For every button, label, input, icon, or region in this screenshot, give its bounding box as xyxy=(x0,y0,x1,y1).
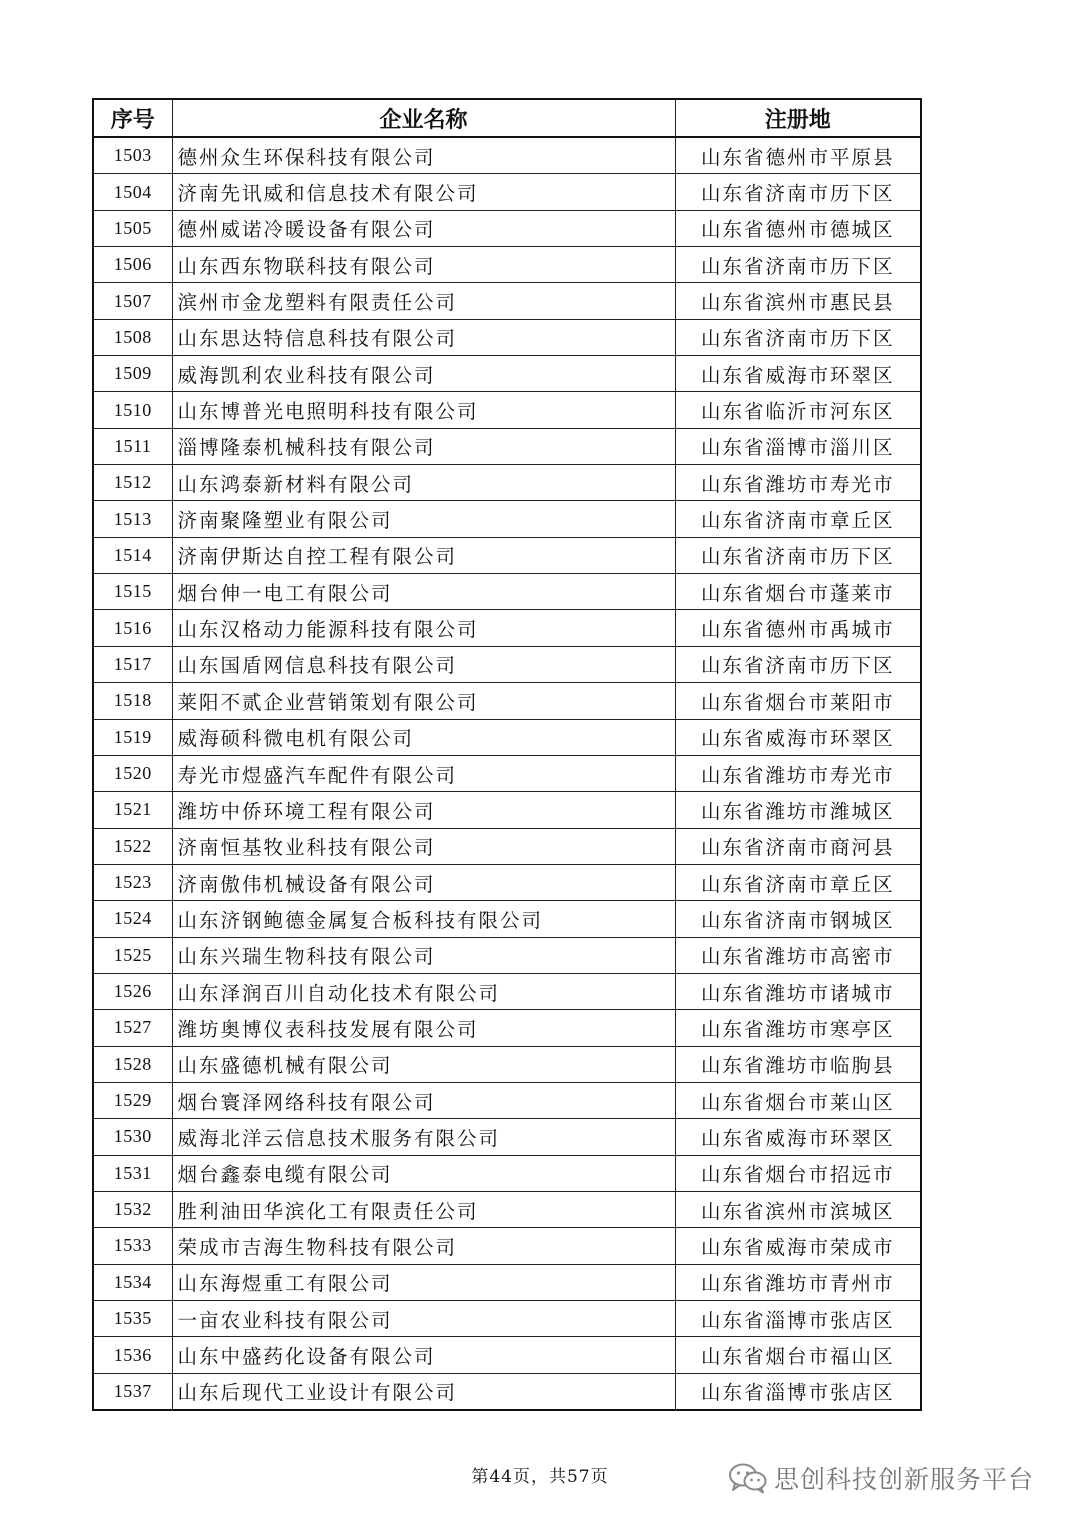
cell-company-name: 山东盛德机械有限公司 xyxy=(172,1046,675,1082)
cell-company-name: 山东中盛药化设备有限公司 xyxy=(172,1337,675,1373)
cell-company-name: 胜利油田华滨化工有限责任公司 xyxy=(172,1191,675,1227)
cell-registry: 山东省烟台市莱阳市 xyxy=(675,683,921,719)
table-row xyxy=(93,174,921,210)
table-row xyxy=(93,247,921,283)
cell-registry: 山东省潍坊市青州市 xyxy=(675,1264,921,1300)
cell-company-name: 潍坊奥博仪表科技发展有限公司 xyxy=(172,1010,675,1046)
table-row xyxy=(93,901,921,937)
cell-company-name: 山东汉格动力能源科技有限公司 xyxy=(172,610,675,646)
table-row xyxy=(93,501,921,537)
table-row xyxy=(93,755,921,791)
cell-serial-number: 1522 xyxy=(93,828,172,864)
page-number-text: 第44页，共57页 xyxy=(471,1467,609,1487)
table-row xyxy=(93,973,921,1009)
table-row xyxy=(93,1155,921,1191)
cell-company-name: 威海凯利农业科技有限公司 xyxy=(172,356,675,392)
cell-registry: 山东省潍坊市诸城市 xyxy=(675,973,921,1009)
cell-registry: 山东省烟台市福山区 xyxy=(675,1337,921,1373)
table-row xyxy=(93,465,921,501)
cell-company-name: 淄博隆泰机械科技有限公司 xyxy=(172,428,675,464)
table-row xyxy=(93,792,921,828)
cell-registry: 山东省滨州市惠民县 xyxy=(675,283,921,319)
cell-registry: 山东省烟台市招远市 xyxy=(675,1155,921,1191)
wechat-icon xyxy=(728,1462,768,1494)
table-row xyxy=(93,574,921,610)
table-row xyxy=(93,1010,921,1046)
cell-serial-number: 1529 xyxy=(93,1082,172,1118)
cell-serial-number: 1505 xyxy=(93,210,172,246)
cell-serial-number: 1506 xyxy=(93,247,172,283)
cell-serial-number: 1519 xyxy=(93,719,172,755)
cell-registry: 山东省淄博市张店区 xyxy=(675,1301,921,1337)
cell-serial-number: 1536 xyxy=(93,1337,172,1373)
cell-registry: 山东省威海市环翠区 xyxy=(675,356,921,392)
cell-company-name: 滨州市金龙塑料有限责任公司 xyxy=(172,283,675,319)
cell-registry: 山东省德州市德城区 xyxy=(675,210,921,246)
table-header-row xyxy=(93,99,921,137)
cell-registry: 山东省济南市历下区 xyxy=(675,646,921,682)
cell-serial-number: 1518 xyxy=(93,683,172,719)
table-row xyxy=(93,1301,921,1337)
cell-serial-number: 1504 xyxy=(93,174,172,210)
cell-serial-number: 1503 xyxy=(93,137,172,174)
table-row xyxy=(93,864,921,900)
cell-company-name: 济南先讯威和信息技术有限公司 xyxy=(172,174,675,210)
cell-company-name: 山东兴瑞生物科技有限公司 xyxy=(172,937,675,973)
cell-serial-number: 1516 xyxy=(93,610,172,646)
header-company-name: 企业名称 xyxy=(172,99,675,137)
table-row xyxy=(93,1191,921,1227)
table-row xyxy=(93,1337,921,1373)
table-row xyxy=(93,1373,921,1410)
header-registry: 注册地 xyxy=(675,99,921,137)
cell-serial-number: 1514 xyxy=(93,537,172,573)
cell-company-name: 山东思达特信息科技有限公司 xyxy=(172,319,675,355)
cell-serial-number: 1524 xyxy=(93,901,172,937)
cell-company-name: 山东博普光电照明科技有限公司 xyxy=(172,392,675,428)
cell-serial-number: 1508 xyxy=(93,319,172,355)
cell-company-name: 寿光市煜盛汽车配件有限公司 xyxy=(172,755,675,791)
cell-registry: 山东省潍坊市寿光市 xyxy=(675,755,921,791)
cell-company-name: 烟台鑫泰电缆有限公司 xyxy=(172,1155,675,1191)
table-row xyxy=(93,719,921,755)
cell-registry: 山东省威海市环翠区 xyxy=(675,719,921,755)
table-row xyxy=(93,1119,921,1155)
table-row xyxy=(93,428,921,464)
cell-company-name: 莱阳不贰企业营销策划有限公司 xyxy=(172,683,675,719)
enterprise-table xyxy=(92,98,922,1411)
cell-registry: 山东省潍坊市寿光市 xyxy=(675,465,921,501)
cell-registry: 山东省济南市章丘区 xyxy=(675,864,921,900)
cell-registry: 山东省临沂市河东区 xyxy=(675,392,921,428)
cell-serial-number: 1511 xyxy=(93,428,172,464)
cell-company-name: 威海北洋云信息技术服务有限公司 xyxy=(172,1119,675,1155)
table-row xyxy=(93,646,921,682)
cell-company-name: 山东济钢鲍德金属复合板科技有限公司 xyxy=(172,901,675,937)
cell-company-name: 烟台寰泽网络科技有限公司 xyxy=(172,1082,675,1118)
table-row xyxy=(93,1046,921,1082)
table-row xyxy=(93,356,921,392)
cell-registry: 山东省德州市平原县 xyxy=(675,137,921,174)
table-row xyxy=(93,1264,921,1300)
cell-serial-number: 1537 xyxy=(93,1373,172,1410)
cell-serial-number: 1530 xyxy=(93,1119,172,1155)
cell-company-name: 山东西东物联科技有限公司 xyxy=(172,247,675,283)
cell-registry: 山东省淄博市淄川区 xyxy=(675,428,921,464)
cell-company-name: 山东国盾网信息科技有限公司 xyxy=(172,646,675,682)
watermark xyxy=(728,1460,1034,1496)
cell-company-name: 济南聚隆塑业有限公司 xyxy=(172,501,675,537)
cell-registry: 山东省潍坊市寒亭区 xyxy=(675,1010,921,1046)
cell-serial-number: 1527 xyxy=(93,1010,172,1046)
table-row xyxy=(93,319,921,355)
table-row xyxy=(93,283,921,319)
cell-company-name: 山东后现代工业设计有限公司 xyxy=(172,1373,675,1410)
cell-registry: 山东省济南市历下区 xyxy=(675,247,921,283)
cell-registry: 山东省威海市荣成市 xyxy=(675,1228,921,1264)
cell-serial-number: 1513 xyxy=(93,501,172,537)
cell-registry: 山东省济南市钢城区 xyxy=(675,901,921,937)
watermark-text: 思创科技创新服务平台 xyxy=(774,1465,1035,1494)
cell-company-name: 山东泽润百川自动化技术有限公司 xyxy=(172,973,675,1009)
cell-serial-number: 1533 xyxy=(93,1228,172,1264)
cell-registry: 山东省济南市历下区 xyxy=(675,537,921,573)
cell-company-name: 威海硕科微电机有限公司 xyxy=(172,719,675,755)
cell-serial-number: 1509 xyxy=(93,356,172,392)
cell-company-name: 潍坊中侨环境工程有限公司 xyxy=(172,792,675,828)
table-row xyxy=(93,828,921,864)
table-row xyxy=(93,683,921,719)
header-serial-number: 序号 xyxy=(93,99,172,137)
cell-company-name: 烟台伸一电工有限公司 xyxy=(172,574,675,610)
cell-serial-number: 1510 xyxy=(93,392,172,428)
cell-company-name: 济南恒基牧业科技有限公司 xyxy=(172,828,675,864)
table-row xyxy=(93,210,921,246)
cell-company-name: 德州众生环保科技有限公司 xyxy=(172,137,675,174)
cell-serial-number: 1525 xyxy=(93,937,172,973)
cell-serial-number: 1512 xyxy=(93,465,172,501)
enterprise-table-container xyxy=(92,98,920,1411)
cell-registry: 山东省潍坊市潍城区 xyxy=(675,792,921,828)
cell-company-name: 济南伊斯达自控工程有限公司 xyxy=(172,537,675,573)
cell-registry: 山东省潍坊市高密市 xyxy=(675,937,921,973)
table-row xyxy=(93,610,921,646)
cell-registry: 山东省济南市历下区 xyxy=(675,174,921,210)
cell-serial-number: 1515 xyxy=(93,574,172,610)
cell-serial-number: 1521 xyxy=(93,792,172,828)
cell-registry: 山东省德州市禹城市 xyxy=(675,610,921,646)
table-body xyxy=(93,137,921,1410)
table-row xyxy=(93,392,921,428)
cell-registry: 山东省滨州市滨城区 xyxy=(675,1191,921,1227)
cell-registry: 山东省济南市历下区 xyxy=(675,319,921,355)
cell-company-name: 济南傲伟机械设备有限公司 xyxy=(172,864,675,900)
cell-registry: 山东省威海市环翠区 xyxy=(675,1119,921,1155)
cell-serial-number: 1523 xyxy=(93,864,172,900)
cell-serial-number: 1520 xyxy=(93,755,172,791)
cell-registry: 山东省淄博市张店区 xyxy=(675,1373,921,1410)
cell-company-name: 德州威诺冷暖设备有限公司 xyxy=(172,210,675,246)
table-row xyxy=(93,137,921,174)
table-row xyxy=(93,1082,921,1118)
table-row xyxy=(93,537,921,573)
table-row xyxy=(93,1228,921,1264)
cell-serial-number: 1507 xyxy=(93,283,172,319)
cell-serial-number: 1517 xyxy=(93,646,172,682)
cell-registry: 山东省烟台市蓬莱市 xyxy=(675,574,921,610)
cell-company-name: 荣成市吉海生物科技有限公司 xyxy=(172,1228,675,1264)
cell-company-name: 一亩农业科技有限公司 xyxy=(172,1301,675,1337)
cell-serial-number: 1526 xyxy=(93,973,172,1009)
cell-company-name: 山东鸿泰新材料有限公司 xyxy=(172,465,675,501)
cell-serial-number: 1531 xyxy=(93,1155,172,1191)
cell-company-name: 山东海煜重工有限公司 xyxy=(172,1264,675,1300)
cell-registry: 山东省烟台市莱山区 xyxy=(675,1082,921,1118)
cell-serial-number: 1532 xyxy=(93,1191,172,1227)
cell-registry: 山东省济南市章丘区 xyxy=(675,501,921,537)
cell-registry: 山东省潍坊市临朐县 xyxy=(675,1046,921,1082)
cell-registry: 山东省济南市商河县 xyxy=(675,828,921,864)
cell-serial-number: 1534 xyxy=(93,1264,172,1300)
table-row xyxy=(93,937,921,973)
cell-serial-number: 1535 xyxy=(93,1301,172,1337)
cell-serial-number: 1528 xyxy=(93,1046,172,1082)
